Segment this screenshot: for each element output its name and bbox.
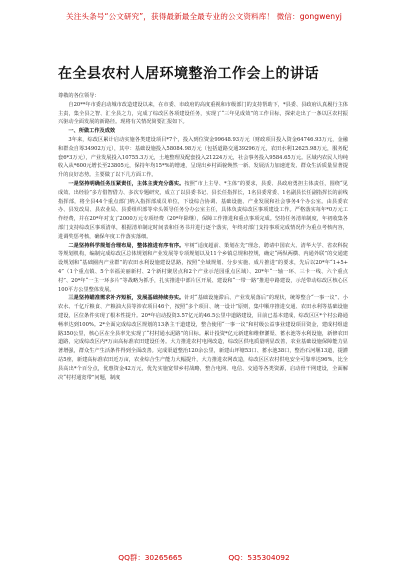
document-title: 在全县农村人居环境整治工作会上的讲话 (58, 66, 319, 82)
subsection-3 (58, 294, 348, 382)
document-body (58, 92, 348, 382)
subsection-heading-2: 二是坚持科学规划合理布局，整体推进有序有序。 (68, 242, 185, 249)
subsection-heading-3: 三是坚持瞄准需求补齐短板，发展基础持续夯实。 (68, 295, 185, 302)
subsection-1 (58, 180, 348, 242)
salutation: 尊敬的各位领导： (58, 93, 100, 99)
footer (0, 552, 408, 563)
subsection-text-3: 针对“基础设施滞后、产业发展落后”的现状，统筹整合“一事一议”、小农水、千亿斤粮食、产粮油大县等涉农项目46个，按照“多个项目、统一设计”原则，集中顺序推进交通、农田水利等基础设施建设，区位条件实现了根本性提升。20*年启动投资3.57亿元的46.5公里中道路建设，目前已基本建成，综改区区*个村公路通畅率达到100%。2*全面完成综改区规划的13条主干道建设，整合使用“一事一议”和村级公益事业建设项目资金，建成村组道路350公里，核心区在全县率先实现了“村村通水泥路”的目标。累计投资*亿元新建和维修灌渠、蓄水池等水利设施，新修农田道路，完成综改区内*万亩高标准农田建设任务。大力推进农村电网改造，综改区供电质量明显改善，农业基础设施保障能力显著增强，群众生产生活条件得到全面改善。完成渠道整治120余公里，新建山坪塘53口、蓄水池38口，整治石河堰13道，提灌站5座，新建高标准农田近万亩，农业综合生产能力大幅提升，大力推进农网改造，综改区区农村供电安全可靠率达96%，比全县高出*个百分点，优惠资金42万元，优先实施宽带乡村战略，整合电网、电信、交通等各类资源，启动骨干网建设，全面解决“村村通宽带”问题，制度 (58, 295, 348, 381)
footer-qq-contact: QQ：535304092 (228, 553, 290, 562)
footer-qq-group: QQ群：30265665 (118, 553, 183, 562)
subsection-heading-1: 一是坚持明确任务压紧责任，主体主责充分落实。 (68, 180, 185, 187)
subsection-2 (58, 242, 348, 295)
header-banner: 关注头条号“公文研究”，获得最新最全最专业的公文资料库！ 微信：gongwenyj (66, 12, 342, 21)
subsection-text-1: 按照“市上主导、*主体”的要求，县委、县政府勇担主体责任，围绕“见成效、出经验”多方借智借力、多次专题研究，成立了以县委书记、县长任指挥长，1名县委常委、1名副县长任副指挥长的前线指挥部，将全县44个重点部门纳入指挥部成员单位，下设综合协调、基础设施、产业发展和社会事务4个办公室。由县委农办、县发改局、县农业局、县委组织部等牵头领导任务分办公室主任，具体负责综改区事项建设工作。严格落实每年*0万元工作经费，并在20*年对支了2000万元专项经费（20*年除继），保障工作推进和重点事项完成。坚持任务清单制度，年初收集各部门支持综改区事项清单，根据清单制定时间表和任务书并进行逐个落实，年终对部门支持事项完成情况作为重点考核内容，进调奖惩考核，确保年度工作落实落细。 (58, 180, 348, 240)
subsection-text-2: 牢树“适度超前、策划在先”理念，聘请中国农大、清华大学、省农科院等规划机构，编制完成综改区总体规划和产业发展等专项规划以及11个乡镇总规和控规，确定“两纵两横、内通外联”的交通建设规划和“基础圈内产业群”的农田水利设施建设思路，按照“全域规划、分步实施、成片推进”的要求，先后以20*年“1+5+4”（1个重点镇、5个幸福美丽新村、2个新村聚居点和2个产业示范园重点区域）、20*年“一轴一环、三卡一线、六个重点村”、20*年“一主一环多片”等战略为抓手，扎实推进中部片区开展、建设和“一带一路”推进中路建设，示范带动综改区核心区100平方公里整体发展。 (58, 242, 348, 293)
section-heading-1: 一、所做工作及成效 (68, 128, 116, 135)
intro-paragraph: 自20**年市委启动城市改造建设以来，在市委、市政府的高度重视和市级部门的支持帮助下，*县委、县政府认真履行主体主责，集全县之智、汇全县之力，完成了综改区各项建设任务，实现了“三年见成效”的工作目标，探索走出了一条以区农村振兴驱动全面发展的新路径。现将有关情况简要汇报如下。 (58, 101, 348, 126)
section-paragraph-1: 3年来，综改区累计启动实施各类建设项目*7个，投入到位资金99648.93万元（财政项目投入资金64746.93万元，金融和群众自筹34902万元），其中：基础设施投入58084.98万元（包括道路交通39296万元，农田水利12625.98万元，服务配套6*3万元），产业发展投入10755.3万元，土地整理及配套投入21224万元，社会事务投入9584.65万元。区域内农民人均纯收入从*600元增长至23805元，保持年均15*%的增速，呈现出乡村面貌焕然一新、发展活力加速迸发、群众生活质量显著提升的良好态势。主要做了以下几方面工作。 (58, 136, 348, 179)
